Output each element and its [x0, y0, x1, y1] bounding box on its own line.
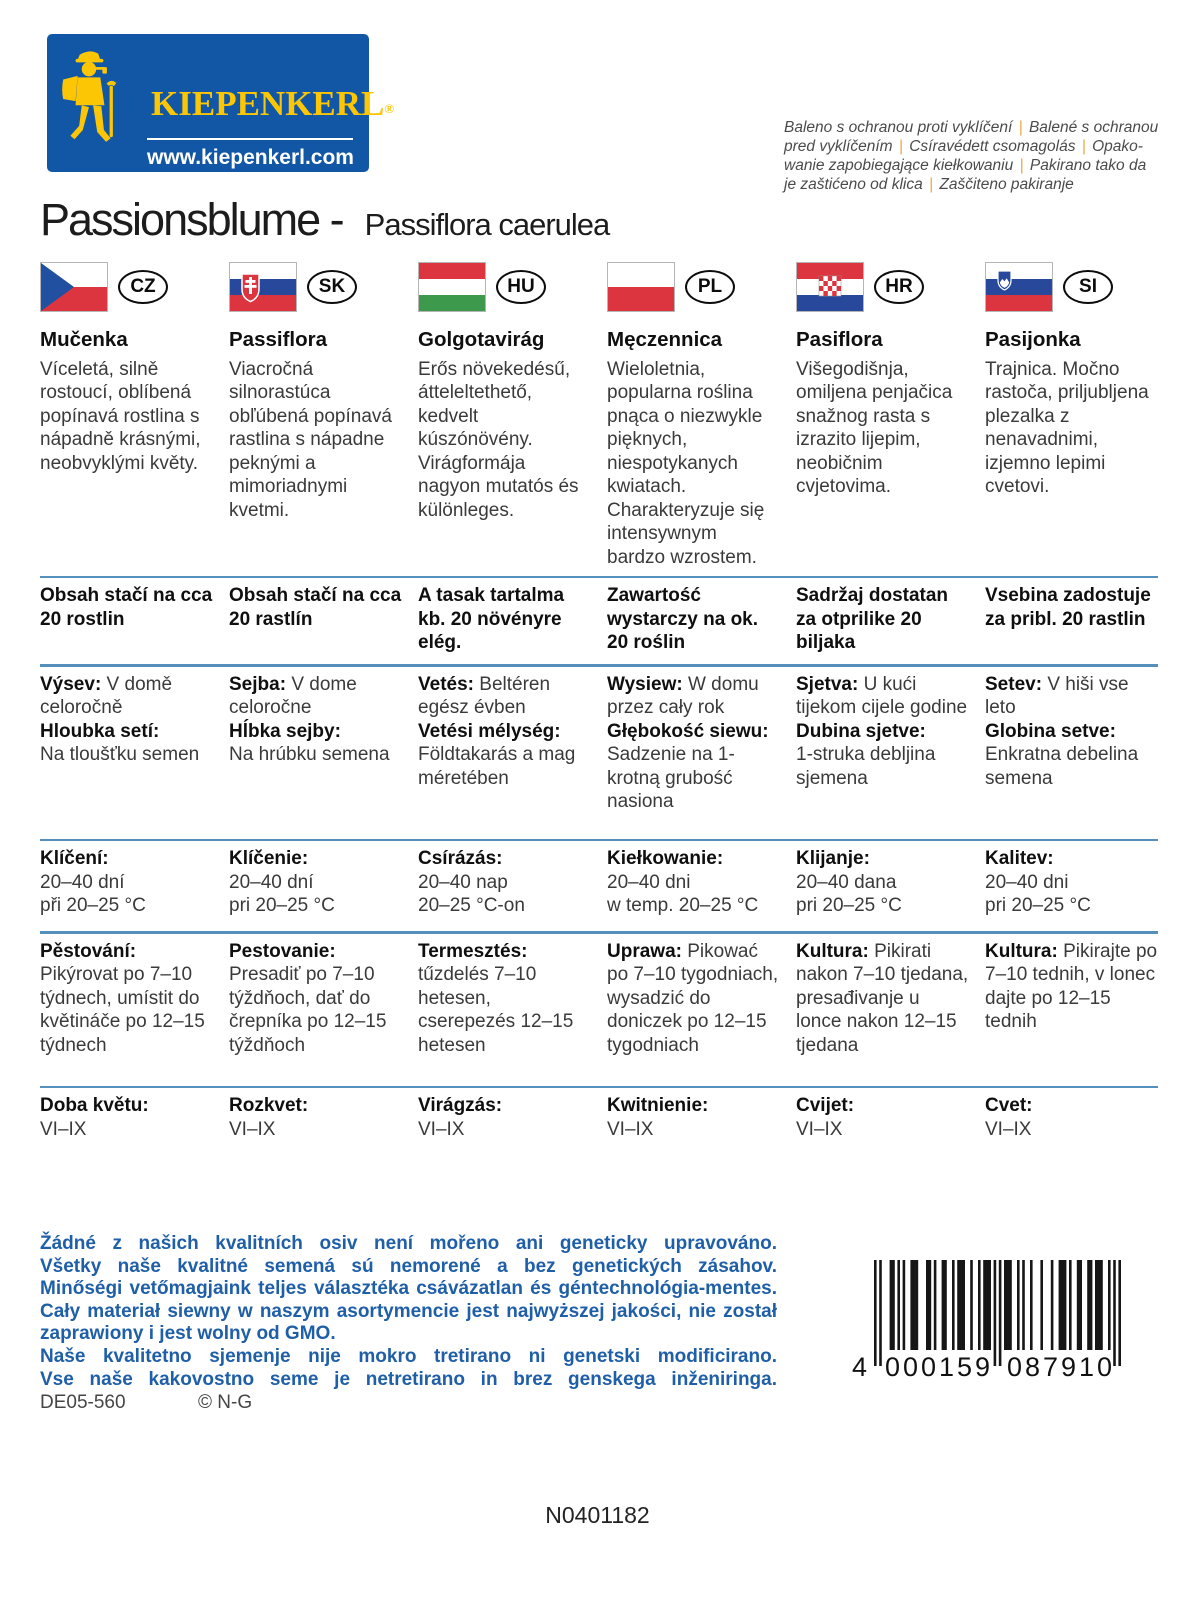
gmo-statements [40, 1233, 777, 1391]
sowing-depth-text: 1-struka debljina sjemena [796, 744, 936, 789]
germination-cell [418, 847, 591, 925]
sowing-depth-label: Globina setve: [985, 720, 1116, 742]
note-separator: | [924, 175, 938, 193]
culture-cell [40, 940, 213, 1080]
germination-cell [607, 847, 780, 925]
sowing-cell [40, 673, 213, 833]
claims-row [40, 584, 1158, 658]
sowing-depth-text: Na tloušťku semen [40, 744, 200, 766]
culture-text: Termesztés: tűzdelés 7–10 hetesen, cserepezés 12–15 hetesen [418, 940, 574, 1056]
culture-text: Pěstování: Pikýrovat po 7–10 týdnech, umístit do květináče po 12–15 týdnech [40, 940, 205, 1056]
logo-divider [147, 138, 353, 140]
flag-cell [40, 262, 213, 312]
barcode-left-digits: 000159 [884, 1352, 994, 1382]
culture-cell [229, 940, 402, 1080]
note-separator: | [894, 137, 908, 155]
separator-line [40, 839, 1158, 842]
plant-name-latin: Passiflora caerulea [364, 207, 610, 242]
sowing-depth-text: Enkratna debelina semena [985, 744, 1139, 789]
germination-cell [985, 847, 1158, 925]
content-claim: Sadržaj dostatan za otprilike 20 biljaka [796, 585, 949, 654]
content-claim: Vsebina zadostuje za pribl. 20 rastlin [985, 585, 1151, 630]
flowering-label: Rozkvet: [229, 1095, 309, 1117]
note-separator: | [1077, 137, 1091, 155]
culture-label: Kultura: [796, 940, 875, 962]
sowing-depth-text: Na hrúbku semena [229, 744, 390, 766]
sowing-cell [418, 673, 591, 833]
flowering-cell [40, 1094, 213, 1154]
language-table [40, 262, 1158, 1154]
sowing-label: Sejba: [229, 673, 292, 695]
flag-cell [796, 262, 969, 312]
culture-cell [985, 940, 1158, 1080]
country-code-badge: SI [1063, 270, 1113, 304]
sowing-depth-label: Hĺbka sejby: [229, 720, 341, 742]
plant-description: Višegodišnja, omiljena penjačica snažnog rasta s izrazito lijepim, neobičnim cvjetovima. [796, 358, 953, 498]
flowering-label: Kwitnienie: [607, 1095, 709, 1117]
plant-name: Pasiflora [796, 328, 883, 351]
sowing-label: Setev: [985, 673, 1048, 695]
gmo-statement: Naše kvalitetno sjemenje nije mokro tretirano ni genetski modificirano. [40, 1346, 777, 1368]
sowing-row [40, 673, 1158, 833]
protection-note-line: pred vyklíčením | Csíravédett csomagolás | Opako- [784, 137, 1143, 155]
germination-cell [229, 847, 402, 925]
flowering-label: Virágzás: [418, 1095, 503, 1117]
flag-si-icon [985, 262, 1053, 312]
culture-text: Uprawa: Pikować po 7–10 tygodniach, wysadzić do doniczek po 12–15 tygodniach [607, 940, 779, 1056]
plant-name: Golgotavirág [418, 328, 545, 351]
gmo-statement: Žádné z našich kvalitních osiv není mořeno ani geneticky upravováno. [40, 1233, 777, 1254]
culture-label: Pestovanie: [229, 940, 336, 962]
gmo-statement: Minőségi vetőmagjaink teljes választéka csávázatlan és géntechnológia-mentes. [40, 1278, 777, 1300]
flag-cell [418, 262, 591, 312]
plant-cell [607, 328, 780, 570]
copyright-mark: © N-G [198, 1392, 253, 1413]
culture-label: Pěstování: [40, 940, 137, 962]
plant-name: Pasijonka [985, 328, 1081, 351]
culture-cell [418, 940, 591, 1080]
page-title [40, 194, 609, 246]
sowing-cell [796, 673, 969, 833]
culture-cell [796, 940, 969, 1080]
protection-note-line: je zaštićeno od klica | Zaščiteno pakiranje [784, 175, 1074, 193]
content-claim: Obsah stačí na cca 20 rostlin [40, 585, 213, 630]
germination-text: 20–40 dana [796, 871, 897, 893]
flags-row [40, 262, 1158, 310]
barcode-first-digit: 4 [852, 1352, 868, 1382]
germination-row [40, 847, 1158, 925]
plant-description: Erős növekedésű, átteleltethető, kedvelt kúszónövény. Virágformája nagyon mutatós és különleges. [418, 358, 579, 521]
protection-note-line: wanie zapobiegające kiełkowaniu | Pakirano tako da [784, 156, 1147, 174]
kiepenkerl-logo [47, 34, 395, 172]
germination-label: Klíčení: [40, 848, 109, 870]
culture-text: Kultura: Pikirajte po 7–10 tednih, v lonec dajte po 12–15 tednih [985, 940, 1158, 1033]
flowering-period: VI–IX [418, 1118, 465, 1140]
flag-hr-icon [796, 262, 864, 312]
kiepenkerl-man-icon [57, 48, 123, 153]
sowing-text: Vetés: Beltéren egész évben [418, 673, 551, 719]
sowing-depth-label: Głębokość siewu: [607, 720, 769, 742]
plant-name: Mučenka [40, 328, 128, 351]
flag-hu-icon [418, 262, 486, 312]
plant-cell [229, 328, 402, 570]
culture-label: Termesztés: [418, 940, 528, 962]
plant-description: Viacročná silnorastúca obľúbená popínavá rastlina s nápadne peknými a mimoriadnymi kvetmi. [229, 358, 392, 521]
germination-cell [796, 847, 969, 925]
separator-line [40, 1086, 1158, 1089]
flowering-label: Cvet: [985, 1095, 1033, 1117]
barcode-bars [874, 1260, 1121, 1366]
names-row [40, 328, 1158, 570]
sowing-text: Wysiew: W domu przez cały rok [607, 673, 759, 719]
sowing-text: Výsev: V domě celoročně [40, 673, 173, 719]
germination-label: Kiełkowanie: [607, 848, 724, 870]
sowing-label: Sjetva: [796, 673, 864, 695]
plant-name: Passiflora [229, 328, 327, 351]
protection-note [784, 119, 1180, 195]
flowering-cell [418, 1094, 591, 1154]
culture-label: Uprawa: [607, 940, 688, 962]
flag-cz-icon [40, 262, 108, 312]
plant-name-de: Passionsblume - [40, 194, 343, 245]
plant-cell [985, 328, 1158, 570]
flag-sk-icon [229, 262, 297, 312]
flowering-cell [796, 1094, 969, 1154]
article-code: DE05-560 [40, 1392, 126, 1413]
flowering-period: VI–IX [40, 1118, 87, 1140]
germination-text: pri 20–25 °C [796, 895, 902, 917]
flowering-cell [607, 1094, 780, 1154]
flowering-period: VI–IX [985, 1118, 1032, 1140]
note-separator: | [1014, 119, 1027, 136]
country-code-badge: HR [874, 270, 924, 304]
country-code-badge: HU [496, 270, 546, 304]
flowering-cell [985, 1094, 1158, 1154]
germination-text: 20–40 nap [418, 871, 508, 893]
flag-cell [607, 262, 780, 312]
germination-label: Csírázás: [418, 848, 503, 870]
germination-label: Klijanje: [796, 848, 870, 870]
gmo-statement: Vse naše kakovostno seme je netretirano in brez genskega inženiringa. [40, 1368, 777, 1390]
flowering-period: VI–IX [229, 1118, 276, 1140]
germination-text: při 20–25 °C [40, 895, 146, 917]
plant-cell [40, 328, 213, 570]
germination-text: 20–25 °C-on [418, 895, 525, 917]
germination-label: Klíčenie: [229, 848, 309, 870]
sowing-depth-label: Hloubka setí: [40, 720, 160, 742]
ean-barcode [852, 1260, 1132, 1400]
content-claim: Obsah stačí na cca 20 rastlín [229, 585, 402, 630]
germination-text: pri 20–25 °C [229, 895, 335, 917]
sowing-text: Sjetva: U kući tijekom cijele godine [796, 673, 968, 719]
plant-cell [418, 328, 591, 570]
flowering-period: VI–IX [796, 1118, 843, 1140]
gmo-statement: Cały materiał siewny w naszym asortymencie jest najwyższej jakości, nie został zaprawiony i jest wolny od GMO. [40, 1300, 777, 1345]
germination-text: w temp. 20–25 °C [607, 895, 759, 917]
registered-mark: ® [384, 101, 395, 116]
sowing-label: Wysiew: [607, 673, 688, 695]
flowering-label: Doba květu: [40, 1095, 149, 1117]
plant-description: Wieloletnia, popularna roślina pnąca o niezwykle pięknych, niespotykanych kwiatach. Charakteryzuje się intensywnym bardzo wzrostem. [607, 358, 765, 568]
sowing-depth-text: Sadzenie na 1-krotną grubość nasiona [607, 744, 735, 813]
brand-url: www.kiepenkerl.com [147, 146, 354, 169]
sowing-cell [985, 673, 1158, 833]
sowing-cell [607, 673, 780, 833]
culture-label: Kultura: [985, 940, 1064, 962]
flowering-row [40, 1094, 1158, 1154]
flag-cell [229, 262, 402, 312]
germination-cell [40, 847, 213, 925]
separator-line [40, 576, 1158, 579]
germination-text: 20–40 dní [40, 871, 125, 893]
country-code-badge: PL [685, 270, 735, 304]
sowing-cell [229, 673, 402, 833]
plant-cell [796, 328, 969, 570]
note-separator: | [1015, 156, 1028, 174]
germination-label: Kalitev: [985, 848, 1054, 870]
germination-text: pri 20–25 °C [985, 895, 1091, 917]
plant-description: Víceletá, silně rostoucí, oblíbená popínavá rostlina s nápadně krásnými, neobvyklými květy. [40, 358, 201, 474]
flag-cell [985, 262, 1158, 312]
flowering-label: Cvijet: [796, 1095, 855, 1117]
plant-name: Męczennica [607, 328, 723, 351]
germination-text: 20–40 dní [229, 871, 314, 893]
country-code-badge: CZ [118, 270, 168, 304]
flag-pl-icon [607, 262, 675, 312]
culture-row [40, 940, 1158, 1080]
content-claim: Zawartość wystarczy na ok. 20 roślin [607, 585, 759, 654]
separator-line [40, 664, 1158, 667]
sowing-depth-text: Földtakarás a mag méretében [418, 744, 576, 789]
barcode-right-digits: 087910 [1006, 1352, 1116, 1382]
protection-note-line: Baleno s ochranou proti vyklíčení | Balené s ochranou [784, 119, 1159, 136]
content-claim: A tasak tartalma kb. 20 növényre elég. [418, 585, 565, 654]
germination-text: 20–40 dni [607, 871, 691, 893]
culture-text: Pestovanie: Presadiť po 7–10 týždňoch, dať do črepníka po 12–15 týždňoch [229, 940, 387, 1056]
sowing-text: Sejba: V dome celoročne [229, 673, 357, 719]
culture-cell [607, 940, 780, 1080]
sowing-label: Vetés: [418, 673, 480, 695]
culture-text: Kultura: Pikirati nakon 7–10 tjedana, presađivanje u lonce nakon 12–15 tjedana [796, 940, 969, 1056]
sowing-depth-label: Dubina sjetve: [796, 720, 926, 742]
sowing-text: Setev: V hiši vse leto [985, 673, 1129, 719]
brand-name [151, 84, 394, 124]
country-code-badge: SK [307, 270, 357, 304]
gmo-statement: Všetky naše kvalitné semená sú nemorené a bez genetických zásahov. [40, 1255, 777, 1277]
sowing-label: Výsev: [40, 673, 107, 695]
plant-description: Trajnica. Močno rastoča, priljubljena plezalka z nenavadnimi, izjemno lepimi cvetovi. [985, 358, 1149, 498]
flowering-cell [229, 1094, 402, 1154]
batch-code: N0401182 [545, 1502, 650, 1528]
separator-line [40, 931, 1158, 934]
sowing-depth-label: Vetési mélység: [418, 720, 561, 742]
germination-text: 20–40 dni [985, 871, 1069, 893]
flowering-period: VI–IX [607, 1118, 654, 1140]
brand-text: KIEPENKERL [151, 84, 385, 123]
